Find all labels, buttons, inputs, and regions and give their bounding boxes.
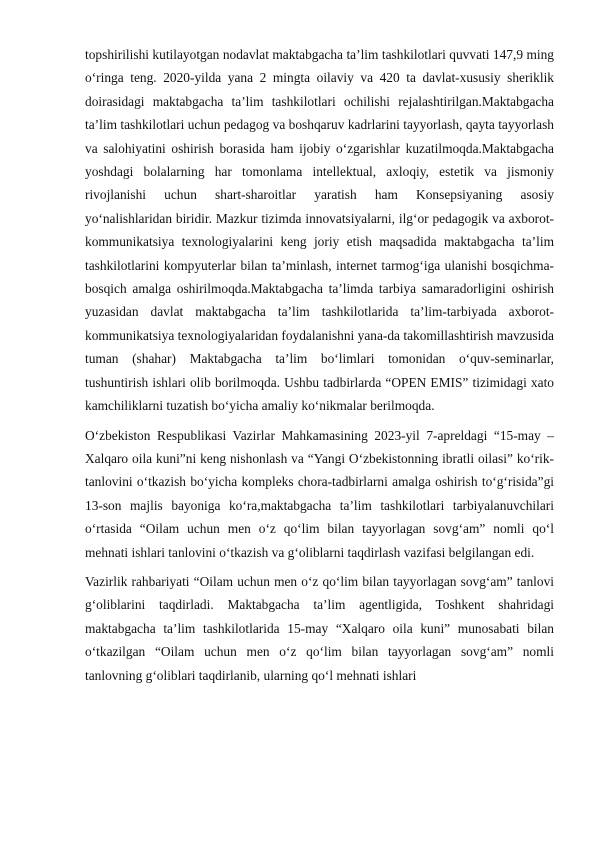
- paragraph-ministry-award: Vazirlik rahbariyati “Oilam uchun men o‘z qo‘lim bilan tayyorlagan sovg‘am” tanlovi g‘oliblarini taqdirladi. Maktabgacha ta’lim agentligida, Toshkent shahridagi maktabgacha ta’lim tashkilotlarida 15-may “Xalqaro oila kuni” munosabati bilan o‘tkazilgan “Oilam uchun men o‘z qo‘lim bilan tayyorlagan sovg‘am” nomli tanlovning g‘oliblari taqdirlanib, ularning qo‘l mehnati ishlari: [85, 573, 554, 683]
- document-body: [85, 43, 554, 693]
- paragraph-cabinet-resolution: O‘zbekiston Respublikasi Vazirlar Mahkamasining 2023-yil 7-apreldagi “15-may –Xalqaro oila kuni”ni keng nishonlash va “Yangi O‘zbekistonning ibratli oilasi” ko‘rik-tanlovini o‘tkazish bo‘yicha kompleks chora-tadbirlarni amalga oshirish to‘g‘risida”gi 13-son majlis bayoniga ko‘ra,maktabgacha ta’lim tashkilotlari tarbiyalanuvchilari o‘rtasida “Oilam uchun men o‘z qo‘lim bilan tayyorlagan sovg‘am” nomli qo‘l mehnati ishlari tanlovini o‘tkazish va g‘oliblarni taqdirlash vazifasi belgilangan edi.: [85, 427, 554, 560]
- paragraph-preschool-capacity: topshirilishi kutilayotgan nodavlat maktabgacha ta’lim tashkilotlari quvvati 147,9 ming o‘ringa teng. 2020-yilda yana 2 mingta oilaviy va 420 ta davlat-xususiy sheriklik doirasidagi maktabgacha ta’lim tashkilotlari ochilishi rejalashtirilgan.Maktabgacha ta’lim tashkilotlari uchun pedagog va boshqaruv kadrlarini tayyorlash, qayta tayyorlash va salohiyatini oshirish borasida ham ijobiy o‘zgarishlar kuzatilmoqda.Maktabgacha yoshdagi bolalarning har tomonlama intellektual, axloqiy, estetik va jismoniy rivojlanishi uchun shart-sharoitlar yaratish ham Konsepsiyaning asosiy yo‘nalishlaridan biridir. Mazkur tizimda innovatsiyalarni, ilg‘or pedagogik va axborot-kommunikatsiya texnologiyalarini keng joriy etish maqsadida maktabgacha ta’lim tashkilotlarini kompyuterlar bilan ta’minlash, internet tarmog‘iga ulanishi bosqichma-bosqich amalga oshirilmoqda.Maktabgacha ta’limda tarbiya samaradorligini oshirish yuzasidan davlat maktabgacha ta’lim tashkilotlarida ta’lim-tarbiyada axborot-kommunikatsiya texnologiyalaridan foydalanishni yana-da takomillashtirish mavzusida tuman (shahar) Maktabgacha ta’lim bo‘limlari tomonidan o‘quv-seminarlar, tushuntirish ishlari olib borilmoqda. Ushbu tadbirlarda “OPEN EMIS” tizimidagi xato kamchiliklarni tuzatish bo‘yicha amaliy ko‘nikmalar berilmoqda.: [85, 47, 554, 414]
